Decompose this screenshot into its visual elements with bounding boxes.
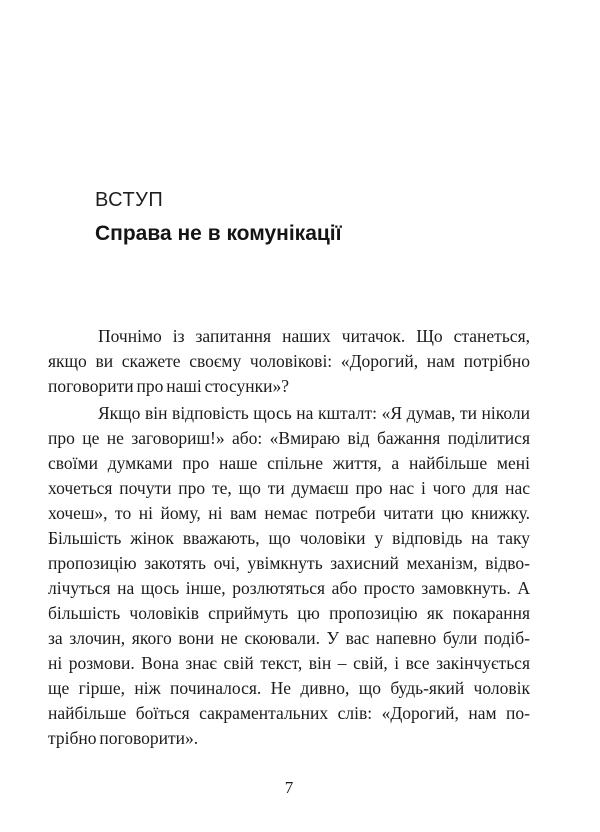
text-line: поговорити про наші стосунки»? (48, 376, 289, 396)
text-line: трібно поговорити». (48, 728, 199, 748)
text-line: найбільше боїться сакраментальних слів: «Дорогий, нам по- (48, 703, 530, 723)
text-line: своїми думками про наше спільне життя, а найбільше мені (48, 453, 530, 473)
paragraph (48, 324, 530, 399)
text-line: про це не заговориш!» або: «Вмираю від бажання поділитися (48, 428, 530, 448)
text-line: ні розмови. Вона знає свій текст, він – свій, і все закінчується (48, 653, 530, 673)
text-line: хочеться почути про те, що ти думаєш про нас і чого для нас (48, 478, 530, 498)
body-text (48, 324, 530, 751)
chapter-heading (95, 188, 555, 246)
text-line: якщо ви скажете своєму чоловікові: «Дорогий, нам потрібно (48, 351, 530, 371)
text-line: Якщо він відповість щось на кшталт: «Я думав, ти ніколи (98, 403, 530, 423)
text-line: хочеш», то ні йому, ні вам немає потреби читати цю книжку. (48, 503, 530, 523)
text-line: за злочин, якого вони не скоювали. У вас напевно були подіб- (48, 628, 530, 648)
page-number: 7 (284, 778, 294, 797)
paragraph (48, 401, 530, 751)
chapter-label: ВСТУП (95, 189, 164, 211)
chapter-title: Справа не в комунікації (95, 222, 342, 245)
text-line: ще гірше, ніж починалося. Не дивно, що будь-який чоловік (48, 678, 530, 698)
text-line: Почнімо із запитання наших читачок. Що станеться, (98, 326, 530, 346)
text-line: Більшість жінок вважають, що чоловіки у відповідь на таку (48, 528, 530, 548)
text-line: пропозицію закотять очі, увімкнуть захисний механізм, відво- (48, 553, 530, 573)
text-line: лічуться на щось інше, розлютяться або просто замовкнуть. А (48, 578, 530, 598)
text-line: більшість чоловіків сприймуть цю пропозицію як покарання (48, 603, 530, 623)
